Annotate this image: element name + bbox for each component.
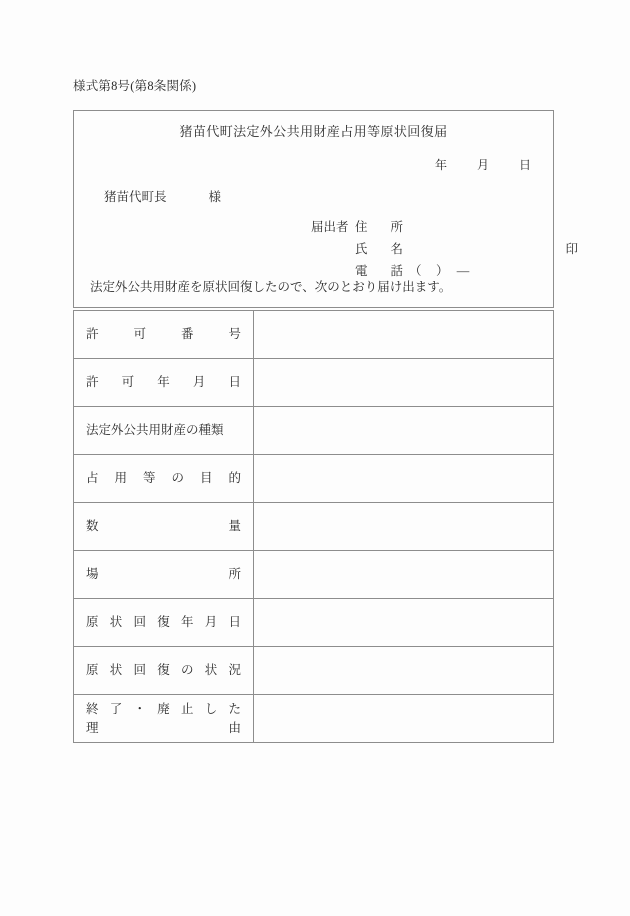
date-month-label: 月 (476, 158, 489, 172)
document-title: 猪苗代町法定外公共用財産占用等原状回復届 (179, 124, 448, 139)
row-label-location (74, 551, 254, 599)
table-row (74, 599, 554, 647)
table-row (74, 455, 554, 503)
table-row (74, 503, 554, 551)
submitter-block (311, 216, 578, 282)
row-label-restoration-date (74, 599, 254, 647)
submitter-address-label: 住 所 (355, 220, 403, 234)
table-row (74, 311, 554, 359)
row-value-quantity[interactable] (254, 503, 554, 551)
submitter-name-row (311, 238, 578, 260)
row-label-permit-date (74, 359, 254, 407)
date-year-label: 年 (434, 158, 447, 172)
seal-mark: 印 (565, 242, 578, 256)
row-value-restoration-status[interactable] (254, 647, 554, 695)
row-label-purpose (74, 455, 254, 503)
table-row (74, 647, 554, 695)
date-line (435, 156, 531, 173)
form-number-label: 様式第8号(第8条関係) (73, 79, 197, 93)
row-value-permit-date[interactable] (254, 359, 554, 407)
submitter-tel-value: （ ） — (409, 264, 471, 278)
table-row (74, 695, 554, 743)
row-label-restoration-status (74, 647, 254, 695)
label-text: 許可番号 (86, 327, 241, 342)
label-text: 原状回復年月日 (86, 615, 241, 630)
row-value-restoration-date[interactable] (254, 599, 554, 647)
label-text: 数量 (86, 519, 241, 534)
row-value-permit-number[interactable] (254, 311, 554, 359)
row-value-termination-reason[interactable] (254, 695, 554, 743)
label-text: 占用等の目的 (86, 471, 241, 486)
row-value-property-type[interactable] (254, 407, 554, 455)
label-text-line2: 理由 (86, 720, 241, 735)
label-text: 原状回復の状況 (86, 663, 241, 678)
statement-text: 法定外公共用財産を原状回復したので、次のとおり届け出ます。 (90, 280, 452, 294)
table-row (74, 359, 554, 407)
label-text: 許可年月日 (86, 375, 241, 390)
row-label-termination-reason (74, 695, 254, 743)
label-text: 場所 (86, 567, 241, 582)
label-text-line1: 終了・廃止した (86, 702, 241, 717)
addressee-line (104, 187, 221, 205)
row-label-quantity (74, 503, 254, 551)
table-row (74, 407, 554, 455)
addressee-name: 猪苗代町長 (104, 190, 167, 204)
submitter-tel-label: 電 話 (355, 264, 403, 278)
form-table (73, 310, 554, 743)
table-row (74, 551, 554, 599)
addressee-honorific: 様 (208, 190, 222, 204)
row-value-location[interactable] (254, 551, 554, 599)
label-text: 法定外公共用財産の種類 (86, 423, 224, 438)
row-value-purpose[interactable] (254, 455, 554, 503)
row-label-permit-number (74, 311, 254, 359)
submitter-address-row (311, 216, 578, 238)
date-day-label: 日 (518, 158, 531, 172)
form-header-block (73, 110, 578, 308)
row-label-property-type (74, 407, 254, 455)
submitter-name-label: 氏 名 (355, 242, 403, 256)
submitter-lead-label: 届出者 (311, 220, 349, 234)
